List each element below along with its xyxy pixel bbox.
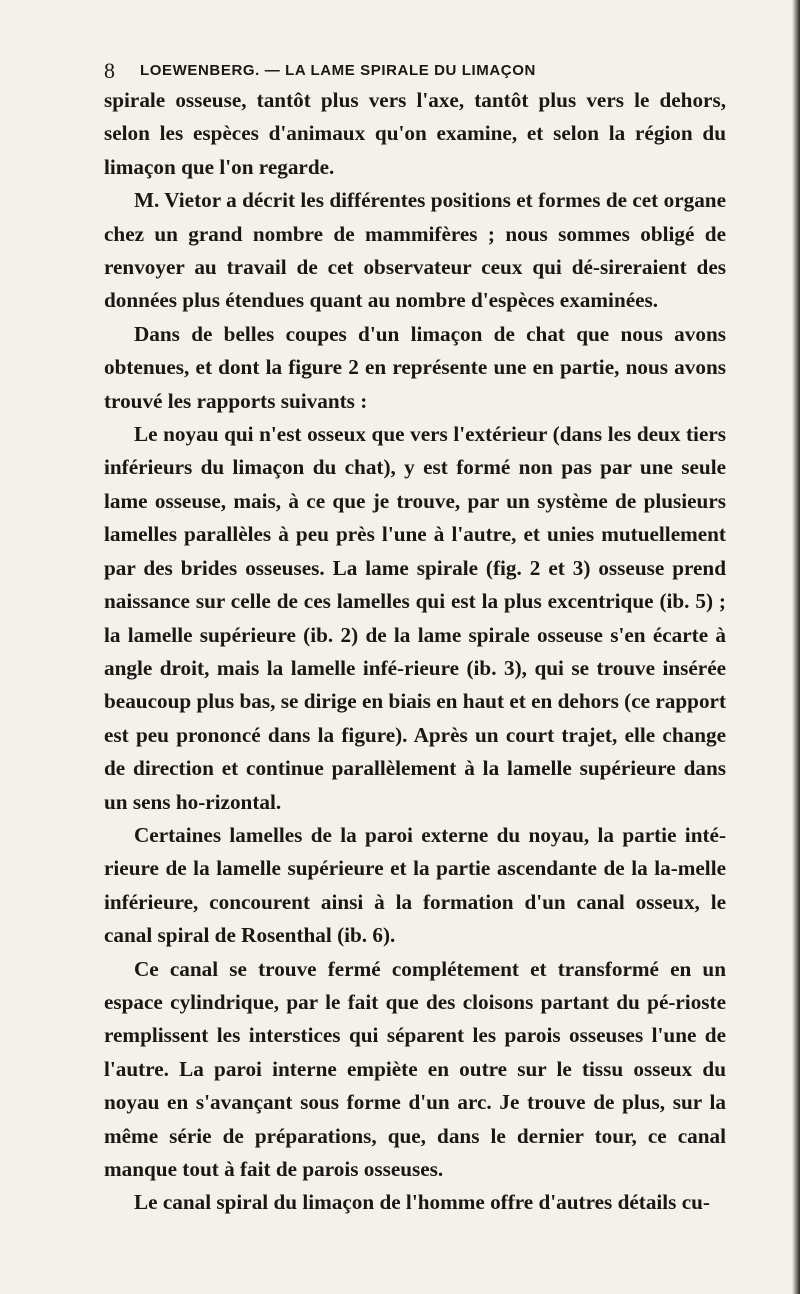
running-title: LOEWENBERG. — LA LAME SPIRALE DU LIMAÇON — [140, 62, 536, 79]
page-number: 8 — [104, 58, 116, 83]
paragraph: Le canal spiral du limaçon de l'homme offre d'autres détails cu- — [134, 1190, 710, 1215]
body-text — [104, 84, 726, 1220]
paragraph: spirale osseuse, tantôt plus vers l'axe, tantôt plus vers le dehors, selon les espèces d'animaux qu'on examine, et selon la région du limaçon que l'on regarde. — [104, 88, 726, 179]
page-edge-shadow — [792, 0, 800, 1294]
paragraph: Dans de belles coupes d'un limaçon de chat que nous avons obtenues, et dont la figure 2 en représente une en partie, nous avons trouvé les rapports suivants : — [104, 321, 726, 413]
paragraph: M. Vietor a décrit les différentes positions et formes de cet organe chez un grand nombre de mammifères ; nous sommes obligé de renvoyer au travail de cet observateur ceux qui dé-sireraient des données plus étendues quant au nombre d'espèces examinées. — [104, 188, 726, 313]
paragraph: Certaines lamelles de la paroi externe du noyau, la partie inté-rieure de la lamelle supérieure et la partie ascendante de la la-melle inférieure, concourent ainsi à la formation d'un canal osseux, le canal spiral de Rosenthal (ib. 6). — [104, 822, 726, 948]
paragraph: Ce canal se trouve fermé complétement et transformé en un espace cylindrique, par le fait que des cloisons partant du pé-rioste remplissent les interstices qui séparent les parois osseuses l'une de l'autre. La paroi interne empiète en outre sur le tissu osseux du noyau en s'avançant sous forme d'un arc. Je trouve de plus, sur la même série de préparations, que, dans le dernier tour, ce canal manque tout à fait de parois osseuses. — [104, 956, 726, 1181]
paragraph: Le noyau qui n'est osseux que vers l'extérieur (dans les deux tiers inférieurs du limaçon du chat), y est formé non pas par une seule lame osseuse, mais, à ce que je trouve, par un système de plusieurs lamelles parallèles à peu près l'une à l'autre, et unies mutuellement par des brides osseuses. La lame spirale (fig. 2 et 3) osseuse prend naissance sur celle de ces lamelles qui est la plus excentrique (ib. 5) ; la lamelle supérieure (ib. 2) de la lame spirale osseuse s'en écarte à angle droit, mais la lamelle infé-rieure (ib. 3), qui se trouve insérée beaucoup plus bas, se dirige en biais en haut et en dehors (ce rapport est peu prononcé dans la figure). Après un court trajet, elle change de direction et continue parallèlement à la lamelle supérieure dans un sens ho-rizontal. — [104, 422, 726, 814]
